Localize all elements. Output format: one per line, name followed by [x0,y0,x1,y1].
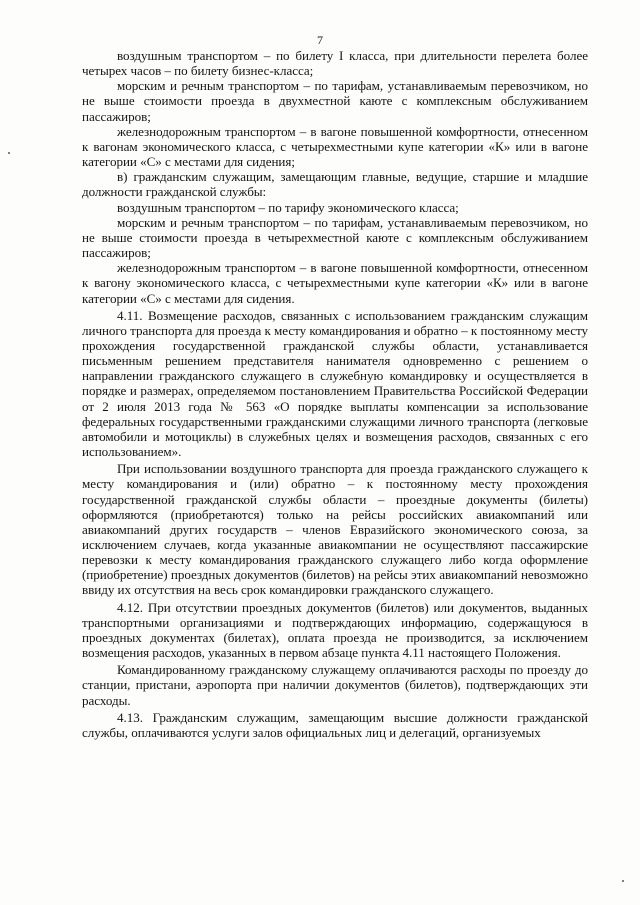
paragraph: Командированному гражданскому служащему оплачиваются расходы по проезду до станции, пристани, аэропорта при наличии документов (билетов), подтверждающих эти расходы. [82,662,588,708]
document-body [82,48,588,740]
paragraph: воздушным транспортом – по тарифу экономического класса; [117,199,459,215]
paragraph: железнодорожным транспортом – в вагоне повышенной комфортности, отнесенном к вагонам экономического класса, с четырехместными купе категории «К» или в вагоне категории «С» с местами для сидения; [82,123,588,170]
paragraph: железнодорожным транспортом – в вагоне повышенной комфортности, отнесенном к вагону экономического класса, с четырехместными купе категории «К» или в вагоне категории «С» с местами для сидения. [82,260,588,306]
paragraph: 4.12. При отсутствии проездных документов (билетов) или документов, выданных транспортными организациями и подтверждающих информацию, содержащуюся в проездных документах (билетах), оплата проезда не производится, за исключением возмещения расходов, указанных в первом абзаце пункта 4.11 настоящего Положения. [82,599,588,661]
paragraph: воздушным транспортом – по билету I класса, при длительности перелета более четырех часов – по билету бизнес-класса; [82,48,588,79]
paragraph: 4.11. Возмещение расходов, связанных с использованием гражданским служащим личного транспорта для проезда к месту командирования и обратно – к постоянному месту прохождения государственной гражданской службы области, устанавливается письменным решением представителя нанимателя одновременно с решением о направлении гражданского служащего в служебную командировку и осуществляется в порядке и размерах, определяемом постановлением Правительства Российской Федерации от 2 июля 2013 года № 563 «О порядке выплаты компенсации за использование федеральных государственными гражданскими служащими личного транспорта (легковые автомобили и мотоциклы) в служебных целях и возмещения расходов, связанных с его использованием». [82,307,588,460]
paragraph: морским и речным транспортом – по тарифам, устанавливаемым перевозчиком, но не выше стоимости проезда в четырехместной каюте с комплексным обслуживанием пассажиров; [82,214,588,261]
scan-speck [622,880,624,882]
paragraph: морским и речным транспортом – по тарифам, устанавливаемым перевозчиком, но не выше стоимости проезда в двухместной каюте с комплексным обслуживанием пассажиров; [82,78,588,124]
page-number: 7 [317,33,323,47]
scan-speck [8,152,10,154]
paragraph: 4.13. Гражданским служащим, замещающим высшие должности гражданской службы, оплачиваются услуги залов официальных лиц и делегаций, организуемых [82,709,588,740]
paragraph: в) гражданским служащим, замещающим главные, ведущие, старшие и младшие должности гражданской службы: [82,169,588,200]
paragraph: При использовании воздушного транспорта для проезда гражданского служащего к месту командирования и (или) обратно – к постоянному месту прохождения государственной гражданской службы области – проездные документы (билеты) оформляются (приобретаются) только на рейсы российских авиакомпаний или авиакомпаний других государств – членов Евразийского экономического союза, за исключением случаев, когда указанные авиакомпании не осуществляют пассажирские перевозки к месту командирования гражданского служащего либо когда оформление (приобретение) проездных документов (билетов) на рейсы этих авиакомпаний невозможно ввиду их отсутствия на весь срок командировки гражданского служащего. [82,461,588,598]
